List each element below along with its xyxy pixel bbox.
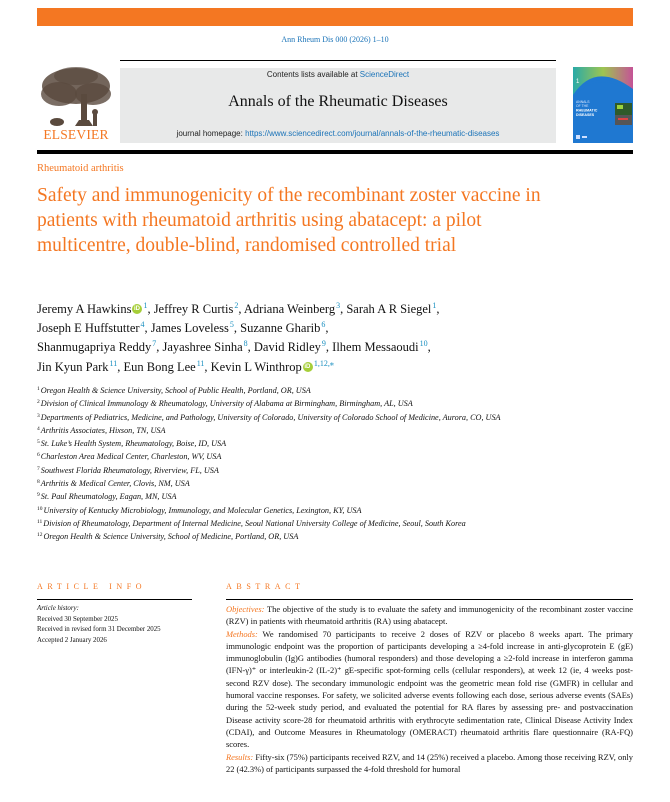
cover-title-4: DISEASES	[576, 113, 595, 117]
author[interactable]: Joseph E Huffstutter$^4$	[37, 320, 145, 336]
author[interactable]: Eun Bong Lee$^{11}$	[123, 358, 205, 374]
article-section: Rheumatoid arthritis	[37, 163, 124, 174]
author[interactable]: Jin Kyun Park$^{11}$	[37, 358, 118, 374]
abstract-objectives: Objectives: The objective of the study is to evaluate the safety and immunogenicity of the recombinant zoster vaccine (RZV) in patients with rheumatoid arthritis (RA) using abatacept.	[226, 604, 633, 627]
journal-color-bar	[37, 8, 633, 26]
affiliation: $^1$Oregon Health & Science University, School of Public Health, Portland, OR, USA	[37, 386, 311, 395]
cover-title-3: RHEUMATIC	[576, 108, 598, 113]
author[interactable]: Suzanne Gharib$^6$	[240, 320, 326, 336]
header-top-rule	[120, 60, 556, 61]
article-info-rule	[37, 599, 192, 600]
affiliation: $^{11}$Division of Rheumatology, Department of Internal Medicine, Seoul National University College of Medicine, Seoul, South Korea	[37, 518, 466, 528]
affiliation: $^2$Division of Clinical Immunology & Rheumatology, University of Alabama at Birmingham, Birmingham, AL, USA	[37, 399, 413, 409]
author[interactable]: Sarah A R Siegel$^1$	[346, 301, 437, 316]
author[interactable]: Shanmugapriya Reddy$^7$	[37, 339, 157, 355]
cover-title-1: ANNALS	[576, 100, 590, 104]
journal-title: Annals of the Rheumatic Diseases	[228, 93, 448, 110]
article-info-heading: ARTICLE INFO	[37, 582, 147, 591]
journal-homepage	[120, 129, 556, 138]
author[interactable]: Ilhem Messaoudi$^{10}$	[332, 339, 428, 355]
affiliation: $^5$St. Luke’s Health System, Rheumatology, Boise, ID, USA	[37, 439, 227, 449]
abstract-results: Results: Fifty-six (75%) participants received RZV, and 14 (25%) received a placebo. Among those receiving RZV, only 22 (42.3%) of participants surpassed the 4-fold threshold for humoral	[226, 751, 633, 774]
sciencedirect-link[interactable]: ScienceDirect	[359, 70, 410, 79]
author[interactable]: Jeffrey R Curtis$^2$	[153, 301, 239, 316]
article-title: Safety and immunogenicity of the recombinant zoster vaccine in patients with rheumatoid arthritis using abatacept: a pilot multicentre, double-blind, randomised controlled trial	[37, 185, 541, 256]
journal-cover-thumbnail[interactable]	[573, 67, 633, 143]
elsevier-wordmark: ELSEVIER	[43, 127, 109, 142]
article-history	[37, 604, 217, 646]
affiliation: $^{10}$University of Kentucky Microbiology, Immunology, and Molecular Genetics, Lexington, KY, USA	[37, 505, 362, 515]
affiliation: $^9$St. Paul Rheumatology, Eagan, MN, USA	[37, 492, 177, 502]
author[interactable]: Jayashree Sinha$^8$	[162, 339, 248, 355]
history-accepted: Accepted 2 January 2026	[37, 636, 107, 644]
author[interactable]: James Loveless$^5$	[150, 320, 234, 336]
abstract-rule	[226, 599, 633, 600]
abstract-body	[226, 603, 633, 775]
affiliation: $^8$Arthritis & Medical Center, Clovis, NM, USA	[37, 479, 190, 489]
author-list: Jeremy A HawkinsiD $^1$, Jeffrey R Curtis$^2$, Adriana Weinberg$^3$, Sarah A R Siegel$^1$, Joseph E Huffstutter$^4$, James Loveless$^5$, Suzanne Gharib$^6$, Shanmugapriya Reddy$^7$, Jayashree Sinha$^8$, David Ridley$^9$, Ilhem Messaoudi$^{10}$, Jin Kyun Park$^{11}$, Eun Bong Lee$^{11}$, Kevin L WinthropiD $^{1,12,⁎}$	[37, 300, 637, 377]
affiliation: $^7$Southwest Florida Rheumatology, Riverview, FL, USA	[37, 465, 219, 475]
author[interactable]: David Ridley$^9$	[253, 339, 326, 355]
contents-available	[120, 70, 556, 79]
homepage-prefix: journal homepage:	[176, 129, 246, 138]
contents-prefix: Contents lists available at	[266, 70, 360, 79]
header-bottom-rule	[37, 150, 633, 154]
cover-volume: 1	[576, 79, 580, 85]
author[interactable]: Adriana Weinberg$^3$	[243, 301, 341, 316]
history-title: Article history:	[37, 605, 79, 612]
orcid-icon[interactable]	[303, 362, 313, 372]
orcid-icon[interactable]	[132, 304, 142, 314]
cover-title-2: OF THE	[576, 104, 589, 108]
affiliation: $^6$Charleston Area Medical Center, Charleston, WV, USA	[37, 452, 222, 462]
author[interactable]: Jeremy A HawkinsiD $^1$	[37, 302, 147, 316]
affiliation-list	[37, 384, 637, 544]
affiliation: $^3$Departments of Pediatrics, Medicine, and Pathology, University of Colorado, University of Colorado School of Medicine, Aurora, CO, USA	[37, 412, 501, 422]
abstract-methods: Methods: We randomised 70 participants to receive 2 doses of RZV or placebo 8 weeks apart. The primary immunologic endpoint was the proportion of participants developing a ≥4-fold increase in anti-glycoprotein E (gE) immunoglobulin (Ig)G antibodies (humoral responders) and those developing a ≥2-fold increase in interferon gamma (IFN-γ)⁺ or interleukin-2 (IL-2)⁺ gE-specific spot-forming cells (cellular responders), at week 12 (ie, 4 weeks post-second RZV dose). The secondary immunologic endpoint was the geometric mean fold rise (GMFR) in cellular and humoral vaccine responses. For safety, we solicited adverse events following each dose, serious adverse events (SAEs) during the 52-week study period, and evaluated the potential for RA flares by assessing pre- and postvaccination Disease activity score-28 for rheumatoid arthritis with erythrocyte sedimentation rate, Clinical Disease Activity Index (CDAI), and Outcome Measures in Rheumatology (OMERACT) rheumatoid arthritis flare questionnaire (RA-FQ) scores.	[226, 628, 633, 750]
history-revised: Received in revised form 31 December 2025	[37, 626, 161, 634]
affiliation: $^4$Arthritis Associates, Hixson, TN, USA	[37, 425, 166, 435]
author[interactable]: Kevin L WinthropiD $^{1,12,⁎}$	[211, 360, 334, 374]
affiliation: $^{12}$Oregon Health & Science University, School of Medicine, Portland, OR, USA	[37, 532, 299, 542]
homepage-link[interactable]: https://www.sciencedirect.com/journal/annals-of-the-rheumatic-diseases	[245, 129, 500, 138]
abstract-heading: ABSTRACT	[226, 582, 305, 591]
journal-citation[interactable]: Ann Rheum Dis 000 (2026) 1–10	[281, 35, 389, 44]
history-received: Received 30 September 2025	[37, 615, 118, 623]
